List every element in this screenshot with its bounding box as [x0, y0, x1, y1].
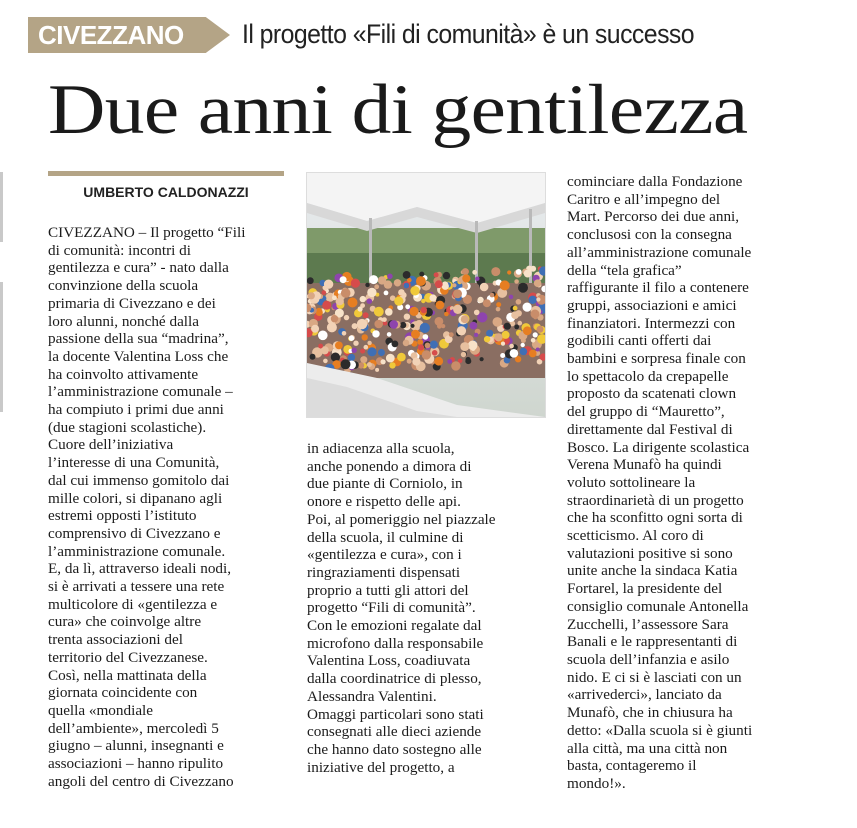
- crowd-figure: [348, 354, 355, 361]
- article-line: lo spettacolo da crepapelle: [567, 367, 729, 385]
- article-line: «gentilezza e cura», con i: [307, 546, 462, 564]
- crowd-figure: [425, 343, 431, 349]
- crowd-figure: [378, 349, 385, 356]
- crowd-figure: [496, 302, 501, 307]
- crowd-figure: [429, 294, 436, 301]
- article-line: l’amministrazione comunale –: [48, 383, 233, 401]
- article-line: Verena Munafò ha quindi: [567, 456, 722, 474]
- crowd-figure: [500, 353, 505, 358]
- crowd-figure: [468, 341, 478, 351]
- article-line: dalla coordinatrice di plesso,: [307, 670, 482, 688]
- article-line: estremi opposti l’istituto: [48, 507, 197, 525]
- crowd-figure: [421, 307, 427, 313]
- article-line: passione della sua “madrina”,: [48, 330, 229, 348]
- article-line: CIVEZZANO – Il progetto “Fili: [48, 224, 246, 241]
- article-line: convinzione della scuola: [48, 277, 199, 295]
- crowd-figure: [534, 279, 542, 287]
- article-line: conclusosi con la consegna: [567, 226, 732, 244]
- crowd-figure: [449, 332, 454, 337]
- crowd-figure: [403, 271, 411, 279]
- article-line: trenta associazioni del: [48, 631, 183, 649]
- crowd-figure: [529, 350, 537, 358]
- crowd-figure: [416, 276, 426, 286]
- crowd-figure: [533, 332, 538, 337]
- page-edge-mark: [0, 172, 3, 242]
- crowd-figure: [349, 335, 355, 341]
- crowd-figure: [307, 277, 314, 284]
- article-line: (due stagioni scolastiche).: [48, 418, 207, 436]
- crowd-figure: [500, 280, 510, 290]
- crowd-figure: [453, 305, 462, 314]
- article-line: microfono dalla responsabile: [307, 634, 484, 652]
- crowd-figure: [514, 279, 519, 284]
- crowd-figure: [363, 312, 369, 318]
- crowd-figure: [341, 288, 351, 298]
- crowd-figure: [423, 334, 429, 340]
- crowd-figure: [364, 345, 369, 350]
- crowd-figure: [536, 297, 540, 301]
- article-line: progetto “Fili di comunità”.: [307, 599, 476, 617]
- crowd-figure: [518, 283, 528, 293]
- article-line: in adiacenza alla scuola,: [307, 440, 455, 457]
- crowd-figure: [340, 276, 347, 283]
- crowd-figure: [461, 315, 469, 323]
- crowd-figure: [474, 310, 480, 316]
- crowd-figure: [504, 323, 511, 330]
- crowd-figure: [331, 315, 338, 322]
- crowd-figure: [389, 320, 398, 329]
- crowd-figure: [381, 359, 386, 364]
- crowd-figure: [516, 299, 522, 305]
- crowd-figure: [324, 280, 333, 289]
- crowd-figure: [322, 290, 327, 295]
- article-line: multicolore di «gentilezza e: [48, 595, 218, 613]
- crowd-figure: [509, 344, 514, 349]
- crowd-figure: [462, 274, 470, 282]
- crowd-figure: [351, 279, 360, 288]
- article-line: proposto da scatenati clown: [567, 385, 737, 403]
- article-line: angoli del centro di Civezzano: [48, 772, 234, 790]
- article-line: nido. E ci si è lasciati con un: [567, 668, 742, 686]
- crowd-figure: [387, 274, 393, 280]
- byline-rule: [48, 171, 284, 176]
- crowd-figure: [412, 358, 420, 366]
- section-label: CIVEZZANO: [38, 20, 184, 50]
- crowd-figure: [367, 341, 371, 345]
- crowd-figure: [384, 291, 389, 296]
- article-line: dell’ambiente», mercoledì 5: [48, 719, 219, 737]
- crowd-figure: [360, 356, 367, 363]
- crowd-figure: [516, 269, 522, 275]
- crowd-figure: [442, 281, 448, 287]
- article-line: territorio del Civezzanese.: [48, 648, 208, 666]
- crowd-figure: [509, 295, 514, 300]
- article-line: all’amministrazione comunale: [567, 243, 752, 261]
- crowd-figure: [461, 352, 466, 357]
- article-line: di comunità: incontri di: [48, 241, 191, 259]
- crowd-figure: [358, 362, 364, 368]
- article-line: E, da lì, attraverso ideali nodi,: [48, 560, 232, 578]
- article-line: iniziative del progetto, a: [307, 758, 455, 776]
- crowd-figure: [392, 341, 399, 348]
- crowd-figure: [453, 289, 462, 298]
- crowd-figure: [332, 295, 337, 300]
- crowd-figure: [520, 348, 528, 356]
- crowd-figure: [418, 344, 424, 350]
- crowd-figure: [434, 357, 443, 366]
- article-line: detto: «Dalla scuola si è giunti: [567, 721, 753, 739]
- crowd-figure: [470, 322, 478, 330]
- crowd-figure: [475, 277, 479, 281]
- article-line: Omaggi particolari sono stati: [307, 705, 484, 723]
- headline: Due anni di gentilezza: [48, 71, 748, 149]
- crowd-figure: [367, 298, 373, 304]
- article-line: straordinarietà di un progetto: [567, 491, 744, 509]
- kicker: Il progetto «Fili di comunità» è un successo: [242, 19, 695, 49]
- article-line: cominciare dalla Fondazione: [567, 173, 743, 190]
- crowd-figure: [357, 319, 367, 329]
- crowd-figure: [524, 270, 532, 278]
- article-line: Mart. Percorso dei due anni,: [567, 208, 740, 226]
- article-line: raffigurante il filo a contenere: [567, 279, 749, 297]
- article-line: mondo!».: [567, 774, 626, 792]
- article-line: Munafò, che in chiusura ha: [567, 704, 733, 722]
- crowd-figure: [318, 344, 323, 349]
- article-line: due piante di Corniolo, in: [307, 475, 463, 493]
- article-column-2: [307, 440, 552, 776]
- article-photo: [306, 172, 546, 418]
- page-edge-mark: [0, 282, 3, 412]
- crowd-figure: [494, 333, 502, 341]
- crowd-figure: [310, 354, 316, 360]
- crowd-figure: [441, 324, 445, 328]
- crowd-figure: [536, 348, 540, 352]
- crowd-figure: [367, 347, 376, 356]
- article-line: giugno – alunni, insegnanti e: [48, 737, 224, 755]
- article-line: quella «mondiale: [48, 701, 154, 719]
- crowd-figure: [360, 349, 365, 354]
- article-line: scuola dell’infanzia e asilo: [567, 650, 730, 668]
- crowd-figure: [308, 292, 315, 299]
- crowd-figure: [374, 284, 379, 289]
- article-line: Fortarel, la presidente del: [567, 580, 723, 598]
- crowd-figure: [405, 304, 410, 309]
- crowd-figure: [457, 326, 466, 335]
- crowd-figure: [523, 303, 532, 312]
- crowd-figure: [452, 283, 456, 287]
- crowd-figure: [353, 341, 358, 346]
- crowd-figure: [478, 297, 484, 303]
- crowd-figure: [447, 359, 452, 364]
- crowd-figure: [369, 275, 378, 284]
- crowd-figure: [389, 362, 395, 368]
- article-line: Poi, al pomeriggio nel piazzale: [307, 510, 496, 528]
- article-line: Zucchelli, l’assessore Sara: [567, 615, 729, 633]
- article-line: gentilezza e cura” - nato dalla: [48, 259, 229, 277]
- crowd-figure: [474, 333, 478, 337]
- crowd-figure: [502, 331, 510, 339]
- article-line: «arrivederci», lanciato da: [567, 686, 722, 704]
- crowd-figure: [385, 308, 393, 316]
- crowd-figure: [518, 321, 523, 326]
- article-line: voluto sottolineare la: [567, 473, 696, 491]
- article-line: ha coinvolto attivamente: [48, 365, 199, 383]
- crowd-figure: [403, 340, 410, 347]
- article-line: onore e rispetto delle api.: [307, 493, 461, 511]
- article-line: che hanno dato sostegno alle: [307, 740, 482, 758]
- crowd-figure: [430, 341, 438, 349]
- crowd-figure: [362, 334, 368, 340]
- article-line: Così, nella mattinata della: [48, 666, 207, 684]
- article-line: giornata coincidente con: [48, 684, 198, 702]
- crowd-figure: [335, 342, 343, 350]
- crowd-figure: [537, 326, 544, 333]
- article-line: Alessandra Valentini.: [307, 687, 437, 705]
- article-line: consiglio comunale Antonella: [567, 597, 749, 615]
- crowd-figure: [382, 317, 387, 322]
- crowd-figure: [421, 299, 425, 303]
- crowd-figure: [521, 343, 525, 347]
- article-line: ha compiuto i primi due anni: [48, 401, 224, 419]
- crowd-figure: [529, 296, 537, 304]
- crowd-figure: [404, 314, 410, 320]
- article-line: finanziatori. Intermezzi con: [567, 314, 736, 332]
- article-line: Valentina Loss, coadiuvata: [307, 652, 471, 670]
- article-line: che ha sconfitto ogni sorta di: [567, 509, 743, 527]
- crowd-figure: [484, 336, 490, 342]
- photo-crowd-under-tents: [307, 173, 545, 417]
- crowd-figure: [367, 362, 372, 367]
- crowd-figure: [397, 353, 406, 362]
- crowd-figure: [374, 307, 384, 317]
- crowd-figure: [378, 276, 386, 284]
- crowd-figure: [404, 283, 410, 289]
- crowd-figure: [323, 359, 328, 364]
- article-line: unite anche la sindaca Katia: [567, 562, 738, 580]
- crowd-figure: [496, 307, 501, 312]
- article-line: primaria di Civezzano e dei: [48, 294, 216, 312]
- article-line: Banali e le rappresentanti di: [567, 633, 738, 651]
- article-line: si è arrivati a tessere una rete: [48, 578, 225, 596]
- crowd-figure: [375, 368, 379, 372]
- article-line: mille colori, si dipanano agli: [48, 489, 223, 507]
- article-line: l’amministrazione comunale.: [48, 542, 226, 560]
- crowd-figure: [410, 324, 414, 328]
- crowd-figure: [311, 325, 319, 333]
- crowd-figure: [367, 288, 376, 297]
- crowd-figure: [462, 268, 469, 275]
- article-line: dal cui immenso gomitolo dai: [48, 471, 230, 489]
- article-line: consegnati alle dieci aziende: [307, 723, 482, 741]
- crowd-figure: [386, 354, 395, 363]
- article-line: proprio a tutti gli attori del: [307, 581, 469, 599]
- article-line: direttamente dal Festival di: [567, 420, 733, 438]
- crowd-figure: [513, 306, 518, 311]
- crowd-figure: [434, 272, 439, 277]
- crowd-figure: [501, 342, 505, 346]
- crowd-figure: [510, 349, 519, 358]
- crowd-figure: [523, 326, 532, 335]
- crowd-figure: [460, 342, 469, 351]
- crowd-figure: [422, 350, 431, 359]
- article-line: alla città, ma una città non: [567, 739, 728, 757]
- crowd-figure: [400, 322, 406, 328]
- crowd-figure: [411, 330, 420, 339]
- crowd-figure: [360, 296, 366, 302]
- crowd-figure: [410, 286, 419, 295]
- byline: UMBERTO CALDONAZZI: [83, 184, 249, 200]
- crowd-figure: [507, 270, 511, 274]
- article-line: del gruppo di “Mauretto”,: [567, 403, 725, 421]
- crowd-figure: [417, 339, 423, 345]
- article-line: godibili canti offerti dai: [567, 332, 712, 350]
- crowd-figure: [480, 283, 489, 292]
- crowd-figure: [451, 361, 460, 370]
- article-line: cura» che coinvolge altre: [48, 613, 202, 631]
- crowd-figure: [365, 283, 369, 287]
- article-line: della “tela grafica”: [567, 261, 682, 279]
- crowd-figure: [432, 350, 438, 356]
- crowd-figure: [316, 308, 322, 314]
- article-line: l’interesse di una Comunità,: [48, 454, 220, 472]
- crowd-figure: [341, 359, 351, 369]
- crowd-figure: [420, 323, 430, 333]
- crowd-figure: [491, 267, 500, 276]
- crowd-figure: [531, 310, 540, 319]
- crowd-figure: [352, 348, 357, 353]
- crowd-figure: [531, 338, 536, 343]
- crowd-figure: [490, 293, 495, 298]
- crowd-figure: [419, 272, 424, 277]
- crowd-figure: [372, 330, 379, 337]
- crowd-figure: [435, 280, 443, 288]
- article-line: della scuola, il culmine di: [307, 528, 464, 546]
- article-line: scetticismo. Al coro di: [567, 527, 704, 545]
- article-line: gruppi, associazioni e amici: [567, 296, 737, 314]
- article-line: Cuore dell’iniziativa: [48, 436, 174, 454]
- crowd-figure: [318, 331, 328, 341]
- crowd-figure: [436, 301, 445, 310]
- crowd-figure: [387, 332, 392, 337]
- crowd-figure: [444, 312, 449, 317]
- crowd-figure: [480, 357, 484, 361]
- article-line: Bosco. La dirigente scolastica: [567, 438, 750, 456]
- crowd-figure: [322, 301, 331, 310]
- crowd-figure: [514, 325, 519, 330]
- article-line: associazioni – hanno ripulito: [48, 755, 224, 773]
- crowd-figure: [360, 303, 365, 308]
- article-line: bambini e sorpresa finale con: [567, 350, 746, 368]
- crowd-figure: [443, 272, 450, 279]
- article-line: ringraziamenti dispensati: [307, 563, 461, 581]
- article-line: Con le emozioni regalate dal: [307, 617, 482, 635]
- crowd-figure: [511, 311, 519, 319]
- crowd-figure: [327, 322, 337, 332]
- article-line: la docente Valentina Loss che: [48, 347, 229, 365]
- crowd-figure: [352, 323, 358, 329]
- article-line: anche ponendo a dimora di: [307, 457, 472, 475]
- article-line: basta, contageremo il: [567, 757, 697, 775]
- article-line: valutazioni positive si sono: [567, 544, 733, 562]
- crowd-figure: [394, 297, 403, 306]
- crowd-figure: [472, 270, 477, 275]
- crowd-figure: [374, 320, 383, 329]
- article-column-3: [567, 173, 812, 793]
- article-column-1: [48, 224, 288, 791]
- crowd-figure: [483, 299, 491, 307]
- crowd-figure: [465, 358, 471, 364]
- crowd-figure: [342, 331, 347, 336]
- crowd-figure: [398, 289, 405, 296]
- crowd-figure: [348, 298, 358, 308]
- crowd-figure: [344, 315, 349, 320]
- crowd-figure: [407, 359, 412, 364]
- crowd-figure: [493, 317, 503, 327]
- crowd-figure: [409, 307, 418, 316]
- article-line: loro alunni, nonché dalla: [48, 312, 199, 330]
- crowd-figure: [486, 330, 493, 337]
- article-line: comprensivo di Civezzano e: [48, 524, 221, 542]
- crowd-figure: [394, 279, 401, 286]
- article-line: Caritro e all’impegno del: [567, 190, 721, 208]
